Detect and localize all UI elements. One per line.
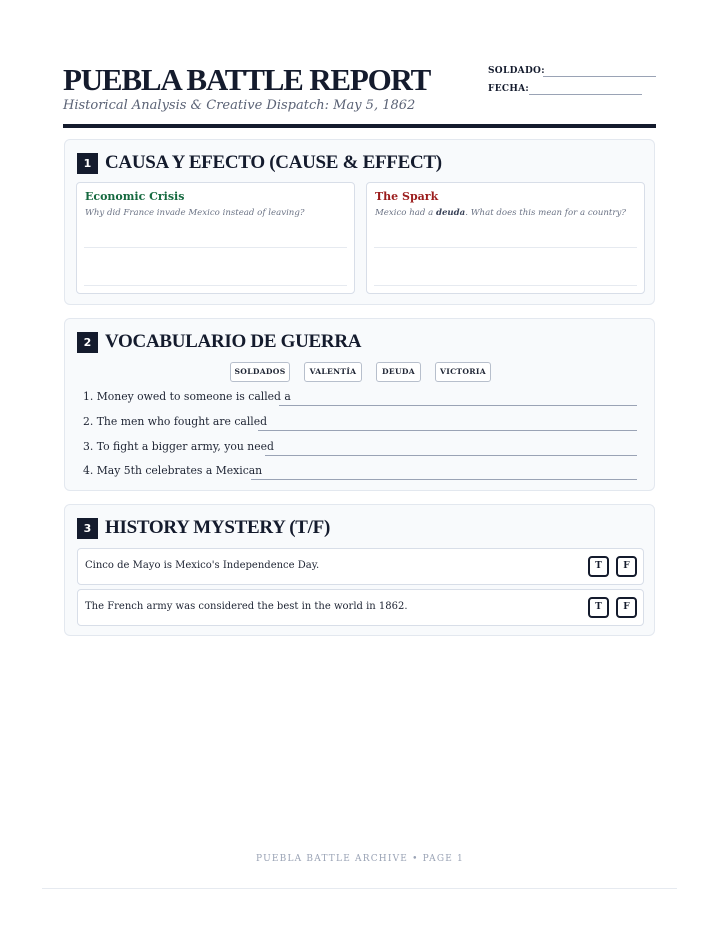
footer-divider	[42, 888, 677, 889]
vocab-question: 4. May 5th celebrates a Mexican	[83, 464, 263, 477]
word-bank-soldados[interactable]: SOLDADOS	[230, 362, 290, 382]
card-heading: The Spark	[375, 190, 439, 203]
card-heading: Economic Crisis	[85, 190, 185, 203]
report-header	[63, 62, 656, 128]
vocab-answer-line[interactable]	[258, 430, 637, 431]
deuda-emphasis: deuda	[435, 208, 466, 218]
true-button[interactable]: T	[588, 556, 609, 577]
vocab-section	[64, 318, 655, 491]
soldado-label: SOLDADO:	[488, 66, 545, 76]
section-number: 2	[77, 332, 98, 353]
answer-line[interactable]	[84, 285, 347, 286]
word-bank-deuda[interactable]: DEUDA	[376, 362, 421, 382]
section-title: CAUSA Y EFECTO (CAUSE & EFFECT)	[105, 152, 442, 173]
answer-line[interactable]	[374, 247, 637, 248]
word-bank-victoria[interactable]: VICTORIA	[435, 362, 491, 382]
section-title: HISTORY MYSTERY (T/F)	[105, 517, 330, 538]
soldado-field[interactable]	[543, 76, 656, 77]
page-title: PUEBLA BATTLE REPORT	[63, 62, 431, 97]
false-button[interactable]: F	[616, 556, 637, 577]
economic-crisis-card[interactable]	[76, 182, 355, 294]
vocab-answer-line[interactable]	[265, 455, 637, 456]
fecha-field[interactable]	[529, 94, 642, 95]
vocab-question: 2. The men who fought are called	[83, 415, 268, 428]
history-mystery-section	[64, 504, 655, 636]
word-bank-valentia[interactable]: VALENTÍA	[304, 362, 362, 382]
answer-line[interactable]	[374, 285, 637, 286]
vocab-question: 1. Money owed to someone is called a	[83, 390, 291, 403]
page-subtitle: Historical Analysis & Creative Dispatch: May 5, 1862	[63, 98, 416, 113]
page-footer: PUEBLA BATTLE ARCHIVE • PAGE 1	[256, 854, 464, 864]
tf-statement: Cinco de Mayo is Mexico's Independence Day.	[85, 560, 320, 571]
card-question: Mexico had a deuda. What does this mean for a country?	[375, 208, 626, 218]
false-button[interactable]: F	[616, 597, 637, 618]
the-spark-card[interactable]	[366, 182, 645, 294]
fecha-label: FECHA:	[488, 84, 530, 94]
vocab-question: 3. To fight a bigger army, you need	[83, 440, 274, 453]
cause-effect-section	[64, 139, 655, 305]
true-button[interactable]: T	[588, 597, 609, 618]
section-number: 1	[77, 153, 98, 174]
tf-statement: The French army was considered the best in the world in 1862.	[85, 601, 408, 612]
tf-statement-row	[77, 548, 644, 585]
vocab-answer-line[interactable]	[251, 479, 637, 480]
answer-line[interactable]	[84, 247, 347, 248]
section-title: VOCABULARIO DE GUERRA	[105, 331, 362, 352]
tf-statement-row	[77, 589, 644, 626]
card-question: Why did France invade Mexico instead of leaving?	[85, 208, 305, 218]
vocab-answer-line[interactable]	[279, 405, 637, 406]
section-number: 3	[77, 518, 98, 539]
